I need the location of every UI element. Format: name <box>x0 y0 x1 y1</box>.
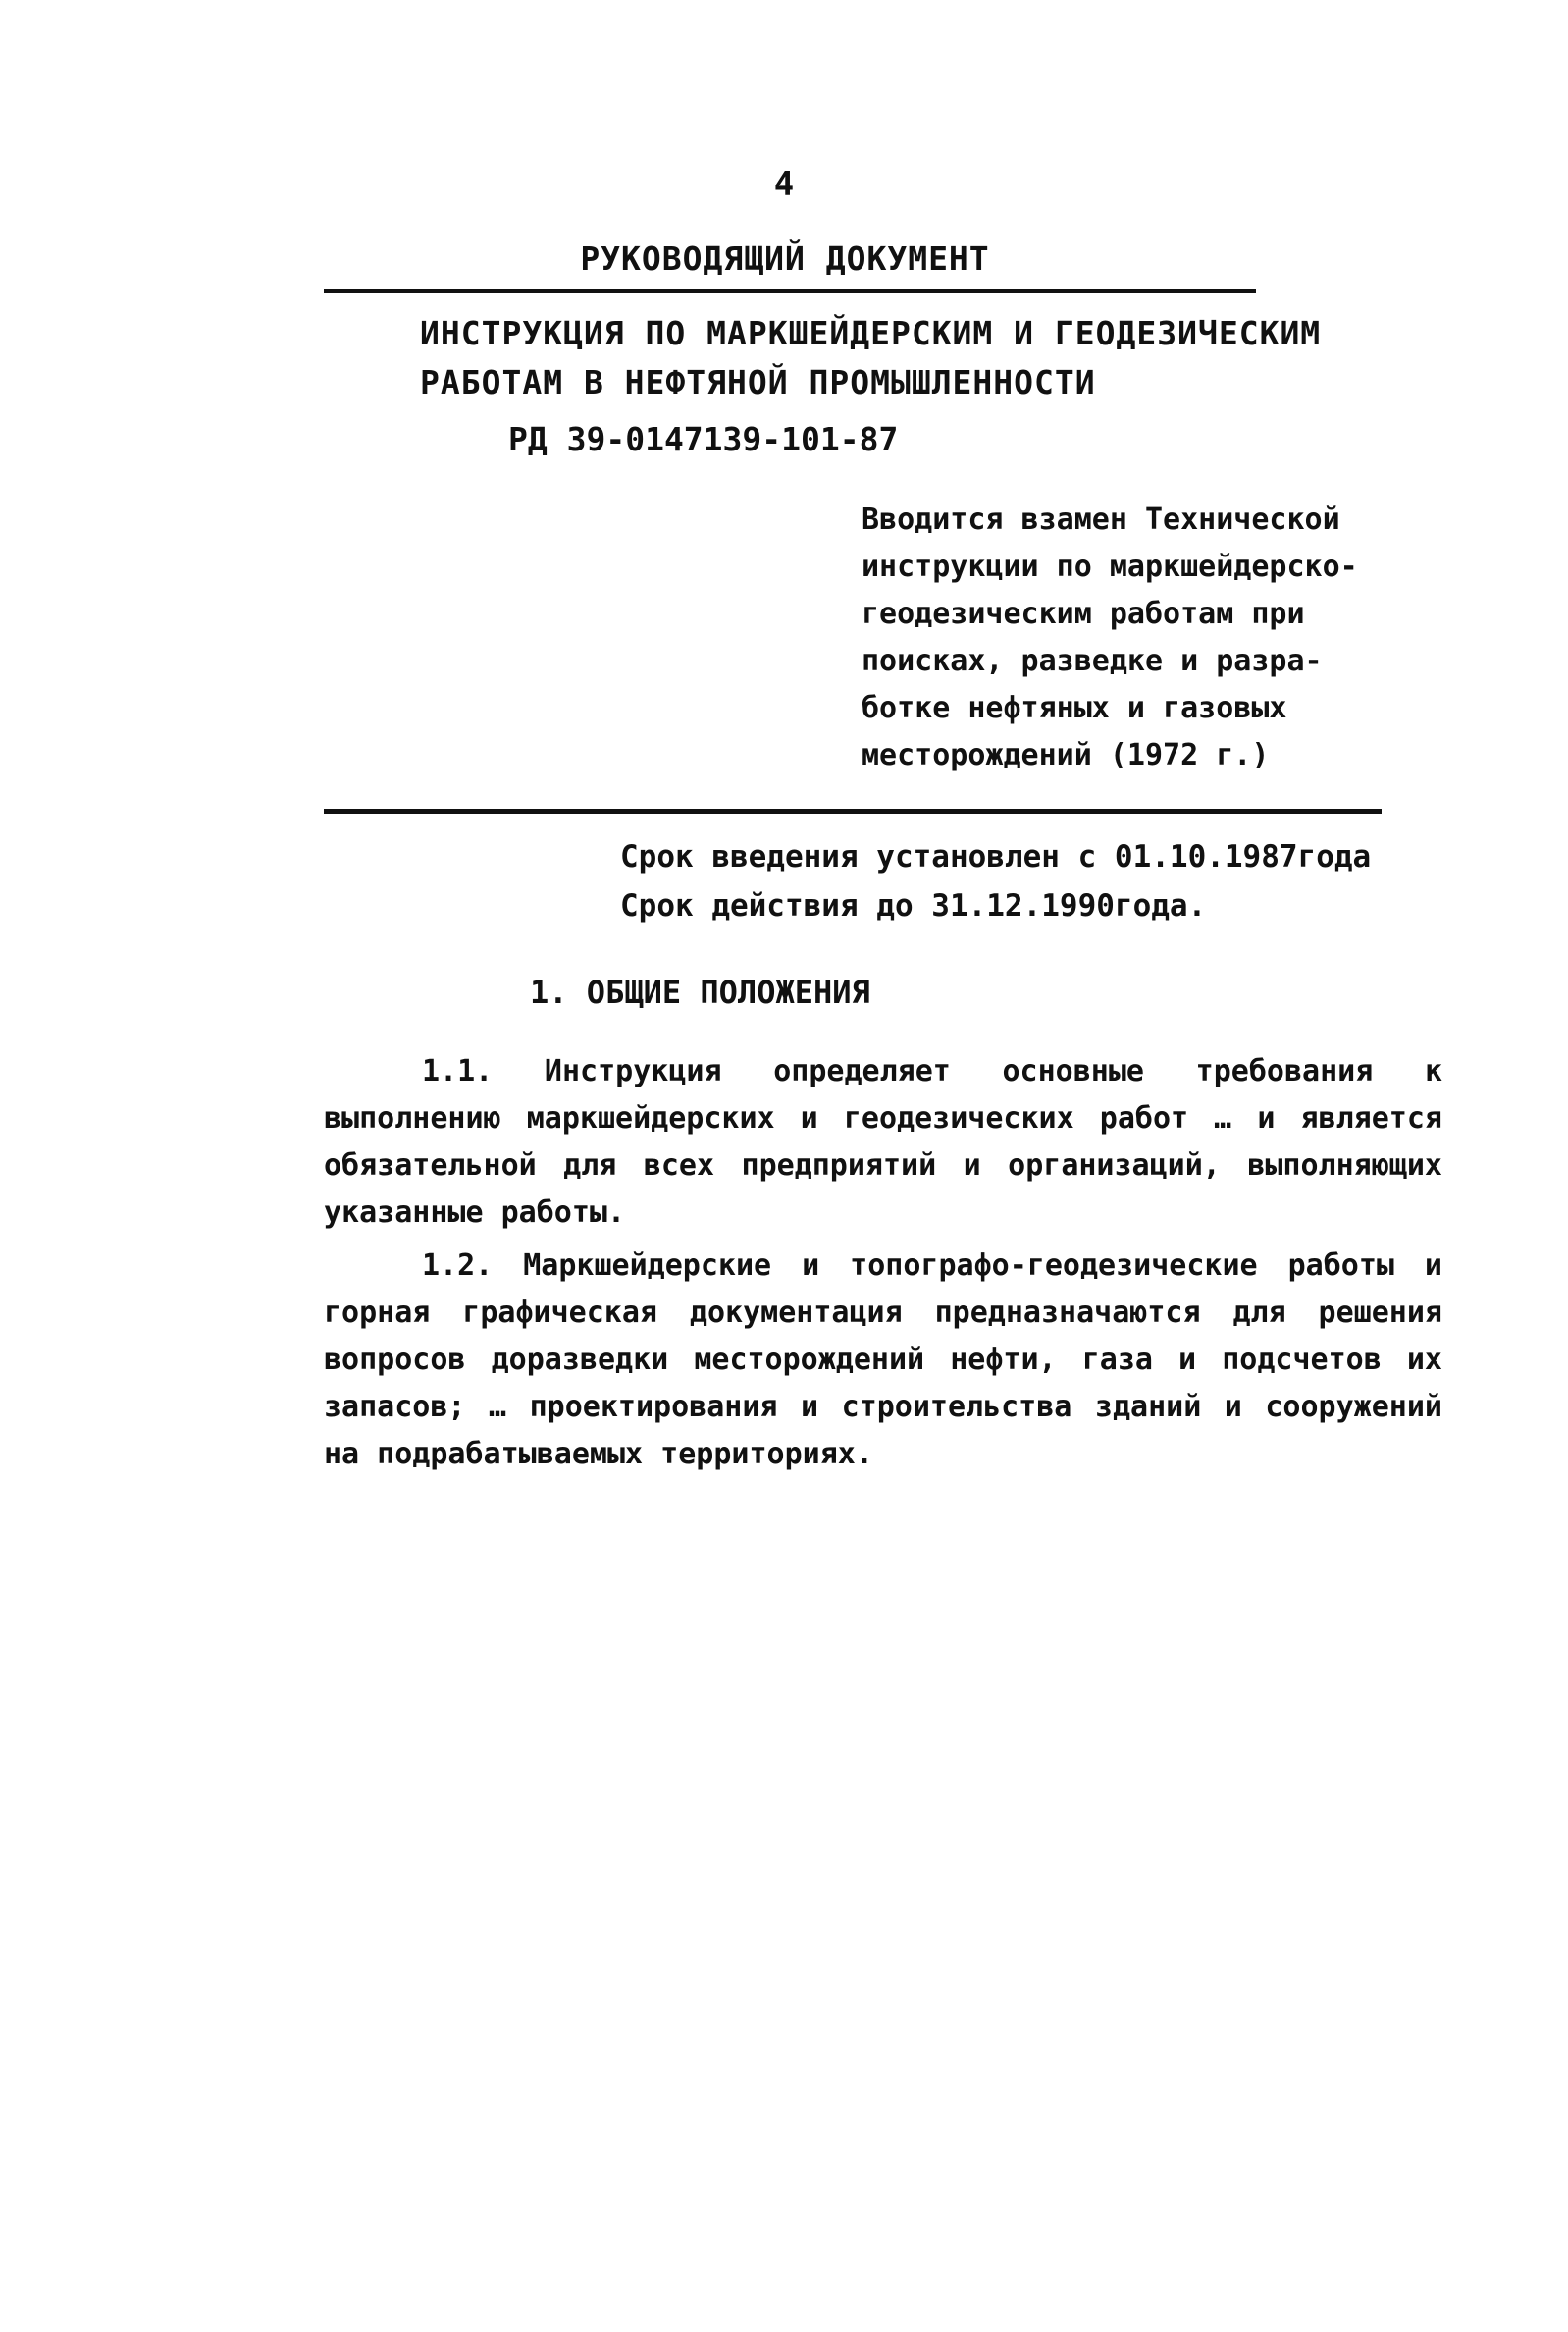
expiry-date: Срок действия до 31.12.1990года. <box>620 888 1207 924</box>
document-title-line-2: РАБОТАМ В НЕФТЯНОЙ ПРОМЫШЛЕННОСТИ <box>420 363 1096 401</box>
paragraph-1-2: 1.2. Маркшейдерские и топографо-геодезические работы и горная графическая документация предназначаются для решения вопросов доразведки месторождений нефти, газа и подсчетов их запасов; … проектирования и строительства зданий и сооружений на подрабатываемых территориях. <box>324 1248 1442 1471</box>
body-text <box>324 1048 1442 1484</box>
replaces-note: Вводится взамен Технической инструкции по маркшейдерско- геодезическим работам при поисках, разведке и разра- ботке нефтяных и газовых месторождений (1972 г.) <box>862 503 1358 772</box>
document-code: РД 39-0147139-101-87 <box>508 420 899 458</box>
page-number: 4 <box>773 165 795 204</box>
separator-rule <box>324 809 1382 814</box>
header-rule <box>324 289 1256 293</box>
section-heading: 1. ОБЩИЕ ПОЛОЖЕНИЯ <box>530 974 870 1011</box>
document-type-header: РУКОВОДЯЩИЙ ДОКУМЕНТ <box>580 239 990 278</box>
effective-date: Срок введения установлен с 01.10.1987года <box>620 839 1372 874</box>
document-title-line-1: ИНСТРУКЦИЯ ПО МАРКШЕЙДЕРСКИМ И ГЕОДЕЗИЧЕСКИМ <box>420 314 1322 352</box>
paragraph-1-1: 1.1. Инструкция определяет основные требования к выполнению маркшейдерских и геодезических работ … и является обязательной для всех предприятий и организаций, выполняющих указанные работы. <box>324 1054 1442 1230</box>
